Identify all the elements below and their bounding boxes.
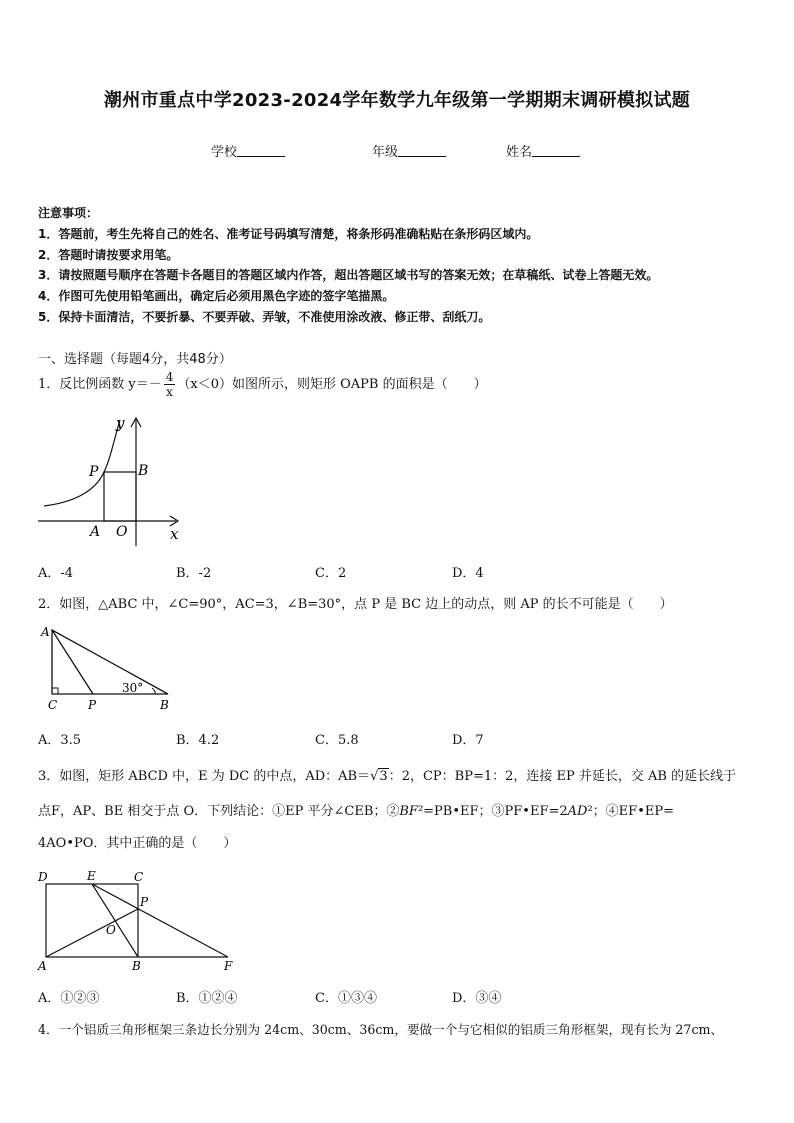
notice-item: 3．请按照题号顺序在答题卡各题目的答题区域内作答，超出答题区域书写的答案无效；在草稿纸、试卷上答题无效。 — [38, 268, 659, 283]
q3-label-o: O — [106, 923, 116, 937]
q3-bf: BF — [399, 804, 418, 819]
grade-blank[interactable] — [398, 144, 446, 157]
question-1-text — [38, 370, 487, 399]
q1-label-y: y — [116, 414, 125, 432]
q3-option-b[interactable]: B．①②④ — [176, 991, 238, 1006]
q1-suffix: （x＜0）如图所示，则矩形 OAPB 的面积是（ ） — [177, 377, 487, 392]
q3-option-d[interactable]: D．③④ — [452, 991, 502, 1006]
q2-angle-arc — [152, 688, 155, 694]
q2-label-angle: 30° — [122, 681, 144, 695]
q3-option-c[interactable]: C．①③④ — [315, 991, 377, 1006]
school-field — [211, 141, 285, 160]
q1-label-p: P — [89, 464, 99, 480]
q2-segment-ap — [52, 630, 93, 694]
q3-line2-c: ²；④EF•EP= — [587, 804, 674, 819]
grade-label: 年级 — [372, 145, 399, 160]
q3-label-c: C — [134, 870, 144, 884]
q2-option-a[interactable]: A．3.5 — [38, 733, 82, 748]
q2-label-b: B — [160, 698, 169, 712]
q2-triangle-abc — [52, 630, 168, 694]
question-3-line-2 — [38, 800, 674, 819]
question-3-line-1 — [38, 765, 736, 784]
school-label: 学校 — [211, 145, 238, 160]
q2-label-p: P — [88, 698, 97, 712]
q3-label-f: F — [224, 959, 233, 973]
grade-field — [372, 141, 446, 160]
q1-label-x: x — [170, 525, 179, 543]
q3-sqrt-sign: √ — [370, 769, 379, 784]
page-title: 潮州市重点中学2023-2024学年数学九年级第一学期期末调研模拟试题 — [103, 90, 691, 111]
q1-option-a[interactable]: A．-4 — [38, 566, 74, 581]
q1-hyperbola — [44, 420, 120, 506]
q3-line2-a: 点F，AP、BE 相交于点 O．下列结论：①EP 平分∠CEB；② — [38, 804, 400, 819]
question-4-text: 4．一个铝质三角形框架三条边长分别为 24cm、30cm、36cm，要做一个与它相似的铝质三角形框架，现有长为 27cm、 — [38, 1022, 724, 1037]
q3-label-d: D — [38, 870, 48, 884]
q3-line1-b: ：2，CP：BP=1：2，连接 EP 并延长，交 AB 的延长线于 — [388, 769, 737, 784]
question-3-line-3: 4AO•PO．其中正确的是（ ） — [38, 836, 237, 851]
notice-item: 5．保持卡面清洁，不要折暴、不要弄破、弄皱，不准使用涂改液、修正带、刮纸刀。 — [38, 309, 491, 324]
q1-numerator: 4 — [165, 370, 174, 384]
q3-sqrt-value: 3 — [379, 769, 388, 784]
q1-option-d[interactable]: D．4 — [452, 566, 484, 581]
q2-right-angle-mark — [52, 688, 58, 694]
q3-line2-b: ²=PB•EF；③PF•EF=2 — [417, 804, 568, 819]
notice-block — [38, 203, 658, 328]
q1-figure — [36, 410, 196, 550]
q1-label-b: B — [138, 463, 149, 479]
q2-figure — [38, 622, 188, 714]
q1-fraction — [164, 370, 176, 399]
q2-option-c[interactable]: C．5.8 — [315, 733, 359, 748]
notice-item: 4．作图可先使用铅笔画出，确定后必须用黑色字迹的签字笔描黑。 — [38, 289, 395, 304]
q3-line-ap — [46, 909, 138, 957]
q1-prefix: 1．反比例函数 y＝－ — [38, 377, 162, 392]
q3-line1-a: 3．如图，矩形 ABCD 中，E 为 DC 的中点，AD：AB＝ — [38, 769, 371, 784]
q2-option-d[interactable]: D．7 — [452, 733, 484, 748]
q2-option-b[interactable]: B．4.2 — [176, 733, 220, 748]
q1-option-c[interactable]: C．2 — [315, 566, 347, 581]
notice-item: 2．答题时请按要求用笔。 — [38, 247, 179, 262]
q3-figure — [36, 866, 246, 976]
q3-ad: AD — [567, 804, 588, 819]
notice-item: 1．答题前，考生先将自己的姓名、准考证号码填写清楚，将条形码准确粘贴在条形码区域内。 — [38, 226, 539, 241]
q3-label-e: E — [87, 869, 96, 883]
q2-label-a: A — [41, 625, 50, 639]
q3-label-a: A — [38, 959, 47, 973]
question-2-text: 2．如图，△ABC 中，∠C=90°，AC=3，∠B=30°，点 P 是 BC 边上的动点，则 AP 的长不可能是（ ） — [38, 597, 673, 612]
name-field — [506, 141, 580, 160]
q1-option-b[interactable]: B．-2 — [176, 566, 212, 581]
q1-rectangle-oapb — [104, 472, 136, 521]
q3-option-a[interactable]: A．①②③ — [38, 991, 100, 1006]
q1-denominator: x — [166, 385, 173, 399]
school-blank[interactable] — [237, 144, 285, 157]
q1-label-a: A — [90, 524, 101, 540]
name-label: 姓名 — [506, 145, 533, 160]
q1-label-o: O — [116, 524, 128, 540]
notice-heading: 注意事项： — [38, 206, 99, 220]
q3-line-ef — [92, 884, 228, 957]
name-blank[interactable] — [532, 144, 580, 157]
q2-label-c: C — [48, 698, 58, 712]
q3-rectangle-abcd — [46, 884, 138, 957]
q3-label-p: P — [140, 895, 149, 909]
section-title: 一、选择题（每题4分，共48分） — [38, 352, 232, 367]
q3-label-b: B — [132, 959, 141, 973]
